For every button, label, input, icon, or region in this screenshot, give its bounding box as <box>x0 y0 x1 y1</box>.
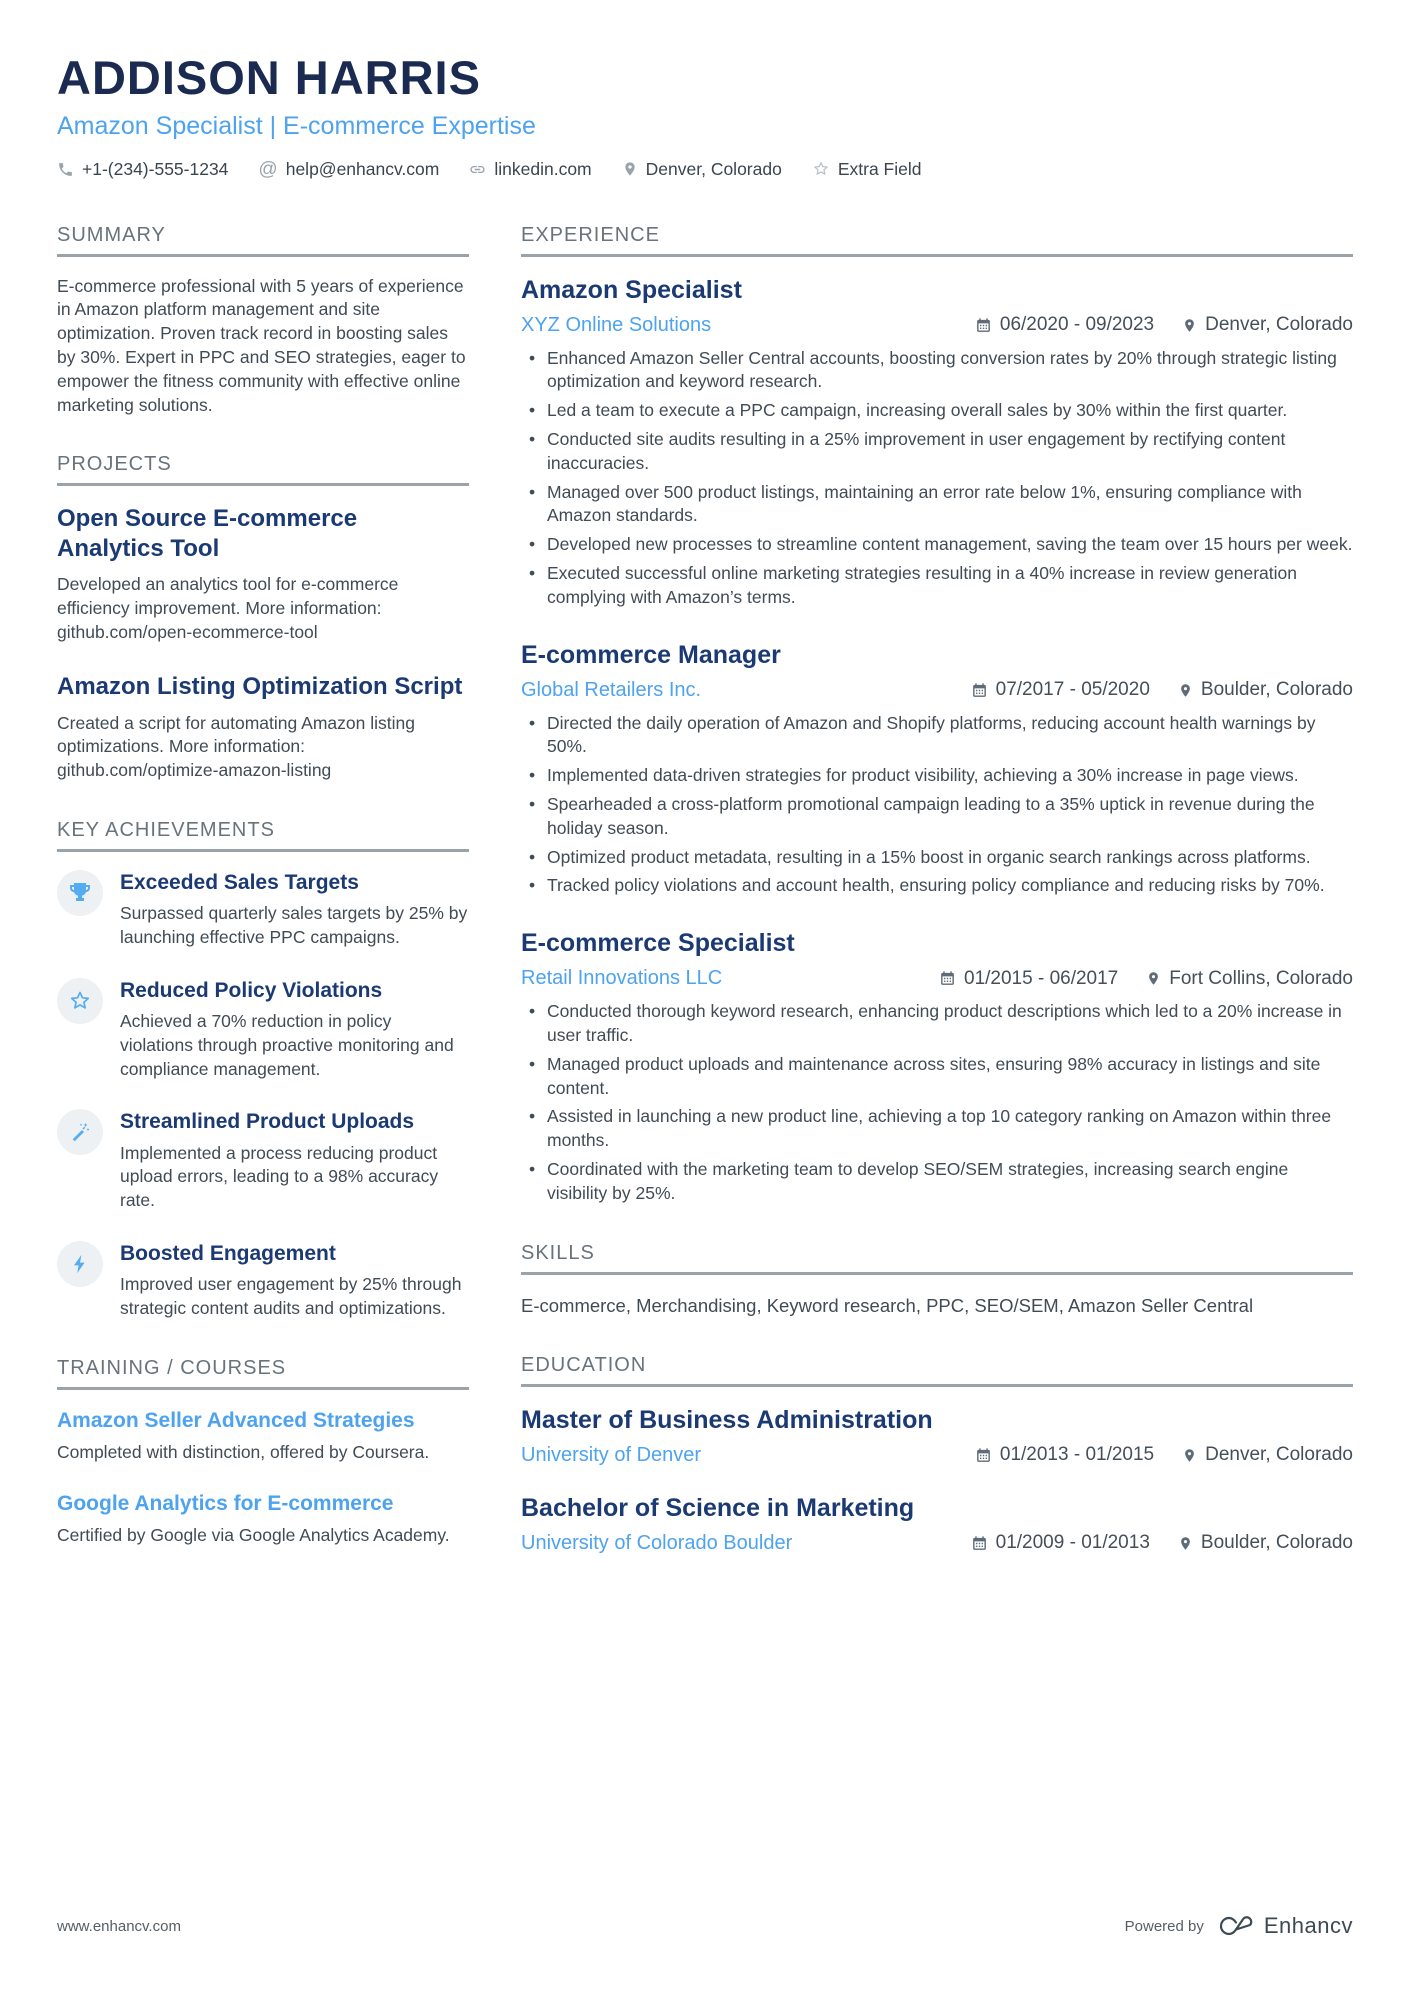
achievement-item <box>57 978 469 1082</box>
course-description: Completed with distinction, offered by Coursera. <box>57 1442 430 1463</box>
company-name: XYZ Online Solutions <box>521 313 712 336</box>
achievement-title: Streamlined Product Uploads <box>120 1110 415 1134</box>
job-bullet: • Assisted in launching a new product line, achieving a top 10 category ranking on Amazon within three months. <box>521 1105 1353 1153</box>
project-item <box>57 672 469 783</box>
education-heading: EDUCATION <box>521 1354 1353 1387</box>
course-description: Certified by Google via Google Analytics Academy. <box>57 1525 450 1546</box>
left-column <box>57 224 469 1591</box>
job-bullet: • Spearheaded a cross-platform promotional campaign leading to a 35% uptick in revenue during the holiday season. <box>521 793 1353 841</box>
school-name: University of Denver <box>521 1443 702 1466</box>
job-title: E-commerce Manager <box>521 640 781 669</box>
lightning-bolt-icon <box>57 1241 103 1287</box>
experience-entry <box>521 640 1353 899</box>
job-bullets <box>521 712 1353 899</box>
training-section <box>57 1357 469 1548</box>
job-bullet: • Tracked policy violations and account health, ensuring policy compliance and reducing risks by 70%. <box>521 874 1353 898</box>
course-item <box>57 1491 469 1548</box>
summary-section <box>57 224 469 418</box>
contact-location-text: Denver, Colorado <box>645 158 782 179</box>
education-dates: 01/2013 - 01/2015 <box>975 1444 1154 1466</box>
star-icon <box>812 160 830 178</box>
projects-section <box>57 453 469 783</box>
location-pin-icon <box>1182 1447 1197 1464</box>
achievement-description: Implemented a process reducing product upload errors, leading to a 98% accuracy rate. <box>120 1142 439 1211</box>
course-item <box>57 1408 469 1465</box>
calendar-icon <box>971 1535 988 1552</box>
degree-title: Bachelor of Science in Marketing <box>521 1493 915 1522</box>
contact-location <box>622 159 782 180</box>
experience-heading: EXPERIENCE <box>521 224 1353 257</box>
summary-heading: SUMMARY <box>57 224 469 257</box>
achievement-item <box>57 870 469 950</box>
location-pin-icon <box>1146 970 1161 987</box>
achievement-description: Surpassed quarterly sales targets by 25% by launching effective PPC campaigns. <box>120 903 468 948</box>
course-title: Google Analytics for E-commerce <box>57 1491 394 1515</box>
job-bullet: • Led a team to execute a PPC campaign, increasing overall sales by 30% within the first quarter. <box>521 399 1353 423</box>
powered-by: Powered by Enhancv <box>1124 1913 1353 1938</box>
enhancv-brand-text: Enhancv <box>1263 1913 1353 1938</box>
contact-email-text: help@enhancv.com <box>285 158 440 179</box>
job-dates: 06/2020 - 09/2023 <box>975 314 1154 336</box>
calendar-icon <box>939 970 956 987</box>
skills-heading: SKILLS <box>521 1242 1353 1275</box>
contact-phone-text: +1-(234)-555-1234 <box>82 158 229 179</box>
job-dates: 01/2015 - 06/2017 <box>939 968 1118 990</box>
summary-text: E-commerce professional with 5 years of experience in Amazon platform management and site optimization. Proven track record in boosting sales by 30%. Expert in PPC and SEO strategies, eager to empower the fitness community with effective online marketing solutions. <box>57 275 466 415</box>
right-column <box>521 224 1353 1591</box>
degree-title: Master of Business Administration <box>521 1405 933 1434</box>
training-heading: TRAINING / COURSES <box>57 1357 469 1390</box>
job-bullet: • Managed product uploads and maintenance across sites, ensuring 98% accuracy in listings and site content. <box>521 1053 1353 1101</box>
education-section <box>521 1354 1353 1555</box>
achievement-title: Boosted Engagement <box>120 1241 336 1265</box>
experience-entry <box>521 275 1353 610</box>
star-outline-icon <box>57 978 103 1024</box>
job-bullet: • Conducted thorough keyword research, enhancing product descriptions which led to a 20% increase in user traffic. <box>521 1000 1353 1048</box>
trophy-icon <box>57 870 103 916</box>
person-name: ADDISON HARRIS <box>57 51 481 104</box>
phone-icon <box>57 161 74 178</box>
education-location: Boulder, Colorado <box>1178 1532 1353 1554</box>
calendar-icon <box>975 317 992 334</box>
footer-website: www.enhancv.com <box>57 1917 181 1935</box>
project-title: Amazon Listing Optimization Script <box>57 673 463 701</box>
calendar-icon <box>971 682 988 699</box>
job-dates: 07/2017 - 05/2020 <box>971 679 1150 701</box>
contact-phone[interactable] <box>57 159 228 180</box>
job-location: Denver, Colorado <box>1182 314 1353 336</box>
job-bullet: • Directed the daily operation of Amazon and Shopify platforms, reducing account health warnings by 50%. <box>521 712 1353 760</box>
projects-heading: PROJECTS <box>57 453 469 486</box>
contact-linkedin-text: linkedin.com <box>494 158 592 179</box>
education-entry <box>521 1493 1353 1555</box>
calendar-icon <box>975 1447 992 1464</box>
project-description: Developed an analytics tool for e-commerce efficiency improvement. More information: github.com/open-ecommerce-tool <box>57 574 399 642</box>
course-title: Amazon Seller Advanced Strategies <box>57 1408 415 1432</box>
job-bullet: • Executed successful online marketing strategies resulting in a 40% increase in review generation complying with Amazon’s terms. <box>521 562 1353 610</box>
person-headline: Amazon Specialist | E-commerce Expertise <box>57 111 536 140</box>
company-name: Global Retailers Inc. <box>521 678 702 701</box>
resume-header <box>57 52 1353 180</box>
job-bullet: • Coordinated with the marketing team to develop SEO/SEM strategies, increasing search engine visibility by 25%. <box>521 1158 1353 1206</box>
experience-entry <box>521 928 1353 1205</box>
job-bullets <box>521 347 1353 610</box>
job-bullets <box>521 1000 1353 1205</box>
project-description: Created a script for automating Amazon listing optimizations. More information: github.com/optimize-amazon-listing <box>57 712 415 781</box>
job-bullet: • Implemented data-driven strategies for product visibility, achieving a 30% increase in page views. <box>521 764 1353 788</box>
location-pin-icon <box>1178 682 1193 699</box>
location-pin-icon <box>622 160 638 178</box>
contact-email[interactable] <box>258 159 439 180</box>
achievement-item <box>57 1241 469 1321</box>
job-title: Amazon Specialist <box>521 275 742 304</box>
link-icon <box>469 161 486 178</box>
contact-linkedin[interactable] <box>469 159 591 180</box>
job-bullet: • Developed new processes to streamline content management, saving the team over 15 hours per week. <box>521 533 1353 557</box>
skills-text: E-commerce, Merchandising, Keyword research, PPC, SEO/SEM, Amazon Seller Central <box>521 1294 1254 1316</box>
project-item <box>57 504 469 644</box>
company-name: Retail Innovations LLC <box>521 967 723 990</box>
at-icon: @ <box>258 158 278 180</box>
education-dates: 01/2009 - 01/2013 <box>971 1532 1150 1554</box>
job-bullet: • Managed over 500 product listings, maintaining an error rate below 1%, ensuring compliance with Amazon standards. <box>521 481 1353 529</box>
contact-row <box>57 159 1353 180</box>
achievement-description: Improved user engagement by 25% through strategic content audits and optimizations. <box>120 1274 462 1318</box>
key-achievements-heading: KEY ACHIEVEMENTS <box>57 819 469 852</box>
enhancv-logo-icon <box>1218 1914 1256 1938</box>
education-entry <box>521 1405 1353 1467</box>
skills-section <box>521 1242 1353 1318</box>
contact-extra-field <box>812 159 922 180</box>
achievement-title: Exceeded Sales Targets <box>120 871 359 895</box>
location-pin-icon <box>1178 1535 1193 1552</box>
achievement-title: Reduced Policy Violations <box>120 978 383 1002</box>
job-bullet: • Conducted site audits resulting in a 25% improvement in user engagement by rectifying content inaccuracies. <box>521 428 1353 476</box>
job-bullet: • Optimized product metadata, resulting in a 15% boost in organic search rankings across platforms. <box>521 846 1353 870</box>
contact-extra-text: Extra Field <box>837 158 922 179</box>
job-title: E-commerce Specialist <box>521 929 795 958</box>
education-location: Denver, Colorado <box>1182 1444 1353 1466</box>
key-achievements-section <box>57 819 469 1321</box>
experience-section <box>521 224 1353 1206</box>
school-name: University of Colorado Boulder <box>521 1531 793 1554</box>
location-pin-icon <box>1182 317 1197 334</box>
achievement-description: Achieved a 70% reduction in policy violations through proactive monitoring and compliance management. <box>120 1011 454 1079</box>
magic-wand-icon <box>57 1109 103 1155</box>
job-location: Boulder, Colorado <box>1178 679 1353 701</box>
job-location: Fort Collins, Colorado <box>1146 968 1353 990</box>
achievement-item <box>57 1109 469 1213</box>
job-bullet: • Enhanced Amazon Seller Central accounts, boosting conversion rates by 20% through strategic listing optimization and keyword research. <box>521 347 1353 395</box>
project-title: Open Source E-commerce Analytics Tool <box>57 505 358 562</box>
page-footer <box>57 1913 1353 1939</box>
